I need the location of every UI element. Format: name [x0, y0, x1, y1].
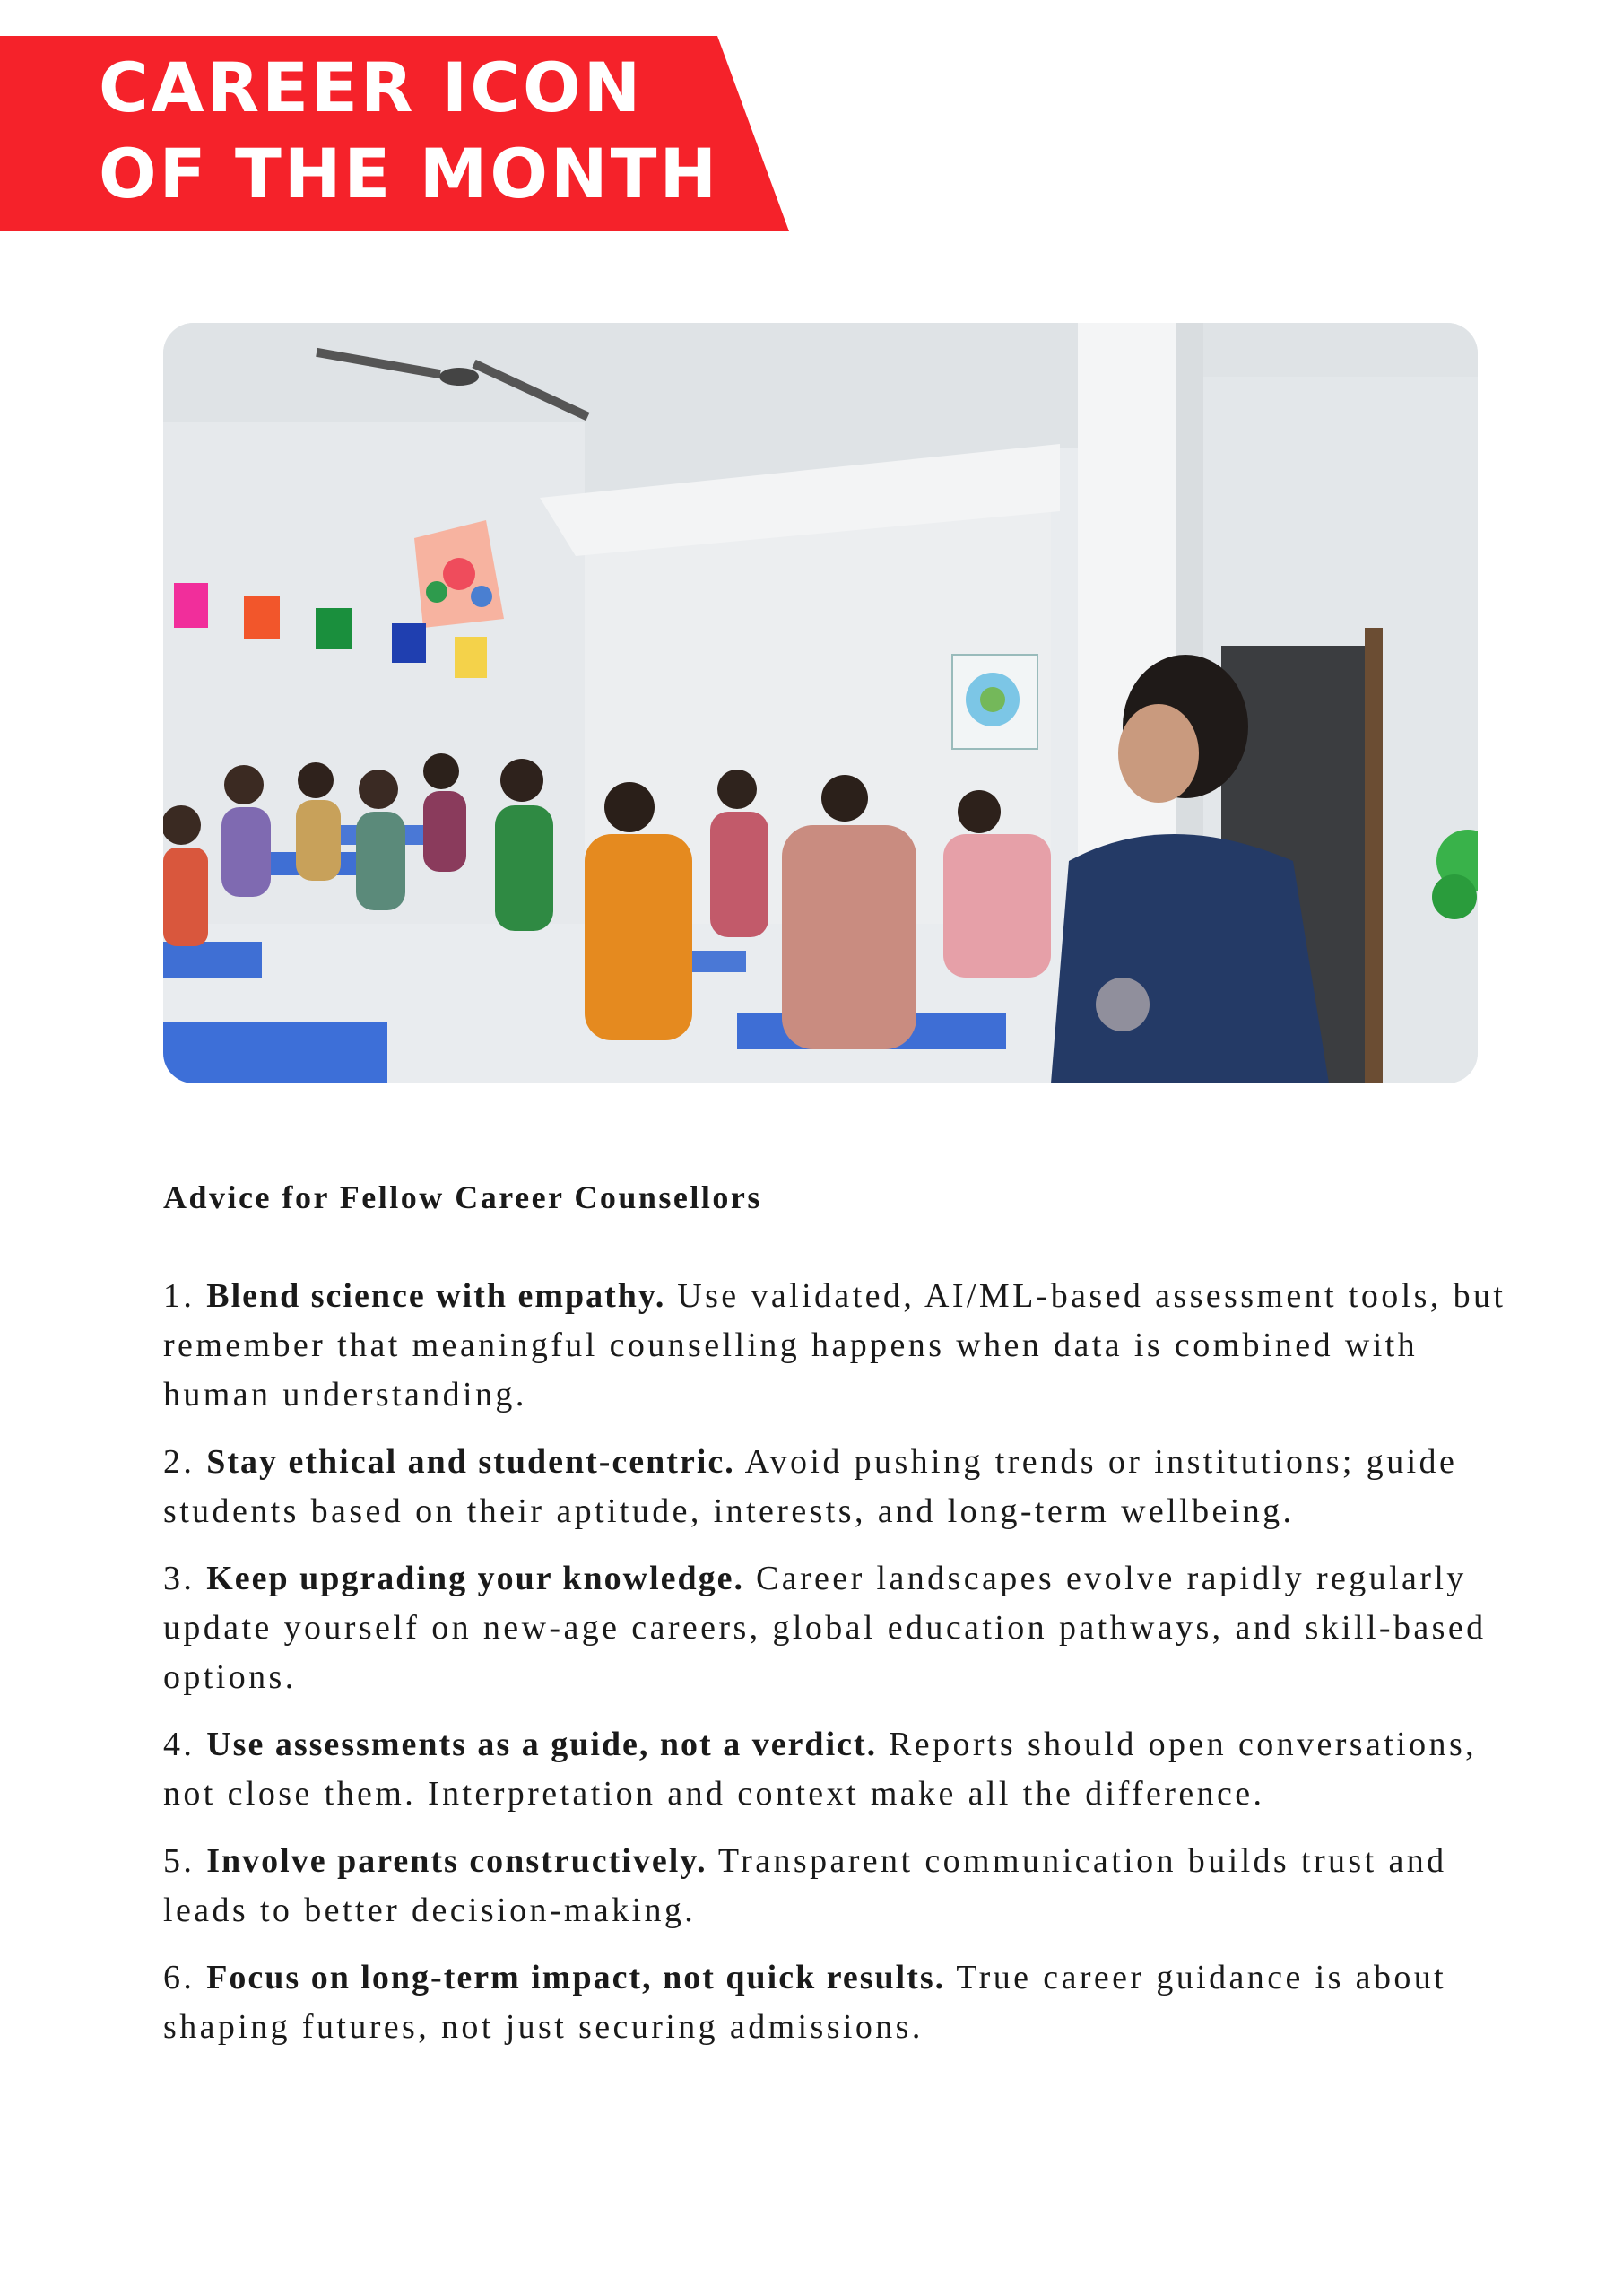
- tip-item-3: [163, 1554, 1508, 1702]
- tip-number: 1.: [163, 1277, 195, 1315]
- classroom-photo-illustration: [163, 323, 1478, 1083]
- advice-section: [163, 1175, 1508, 2070]
- tip-lead: Keep upgrading your knowledge.: [206, 1560, 745, 1597]
- tip-item-6: [163, 1953, 1508, 2052]
- tip-lead: Use assessments as a guide, not a verdict.: [206, 1726, 878, 1763]
- tip-text: Career landscapes evolve rapidly regularly update yourself on new-age careers, global education pathways, and skill-based options.: [163, 1560, 1487, 1696]
- banner-title-line1: CAREER ICON: [99, 48, 644, 127]
- tip-number: 6.: [163, 1959, 195, 1996]
- tip-lead: Stay ethical and student-centric.: [206, 1443, 735, 1481]
- tip-number: 2.: [163, 1443, 195, 1481]
- tip-item-4: [163, 1720, 1508, 1819]
- tip-item-2: [163, 1438, 1508, 1536]
- tip-number: 4.: [163, 1726, 195, 1763]
- banner-title-line2: OF THE MONTH: [99, 134, 720, 213]
- tip-text: Use validated, AI/ML-based assessment tools, but remember that meaningful counselling happens when data is combined with human understanding.: [163, 1277, 1506, 1413]
- banner-title: [99, 45, 780, 217]
- tip-text: Transparent communication builds trust and leads to better decision-making.: [163, 1842, 1447, 1929]
- section-heading: Advice for Fellow Career Counsellors: [163, 1179, 762, 1215]
- tip-number: 5.: [163, 1842, 195, 1880]
- tip-number: 3.: [163, 1560, 195, 1597]
- classroom-photo: [163, 323, 1478, 1083]
- tip-text: Reports should open conversations, not close them. Interpretation and context make all the difference.: [163, 1726, 1478, 1813]
- tip-text: True career guidance is about shaping futures, not just securing admissions.: [163, 1959, 1447, 2046]
- tip-lead: Focus on long-term impact, not quick results.: [206, 1959, 946, 1996]
- tip-item-1: [163, 1272, 1508, 1420]
- tip-lead: Involve parents constructively.: [206, 1842, 707, 1880]
- tip-lead: Blend science with empathy.: [206, 1277, 666, 1315]
- tip-text: Avoid pushing trends or institutions; guide students based on their aptitude, interests, and long-term wellbeing.: [163, 1443, 1458, 1530]
- tip-item-5: [163, 1837, 1508, 1935]
